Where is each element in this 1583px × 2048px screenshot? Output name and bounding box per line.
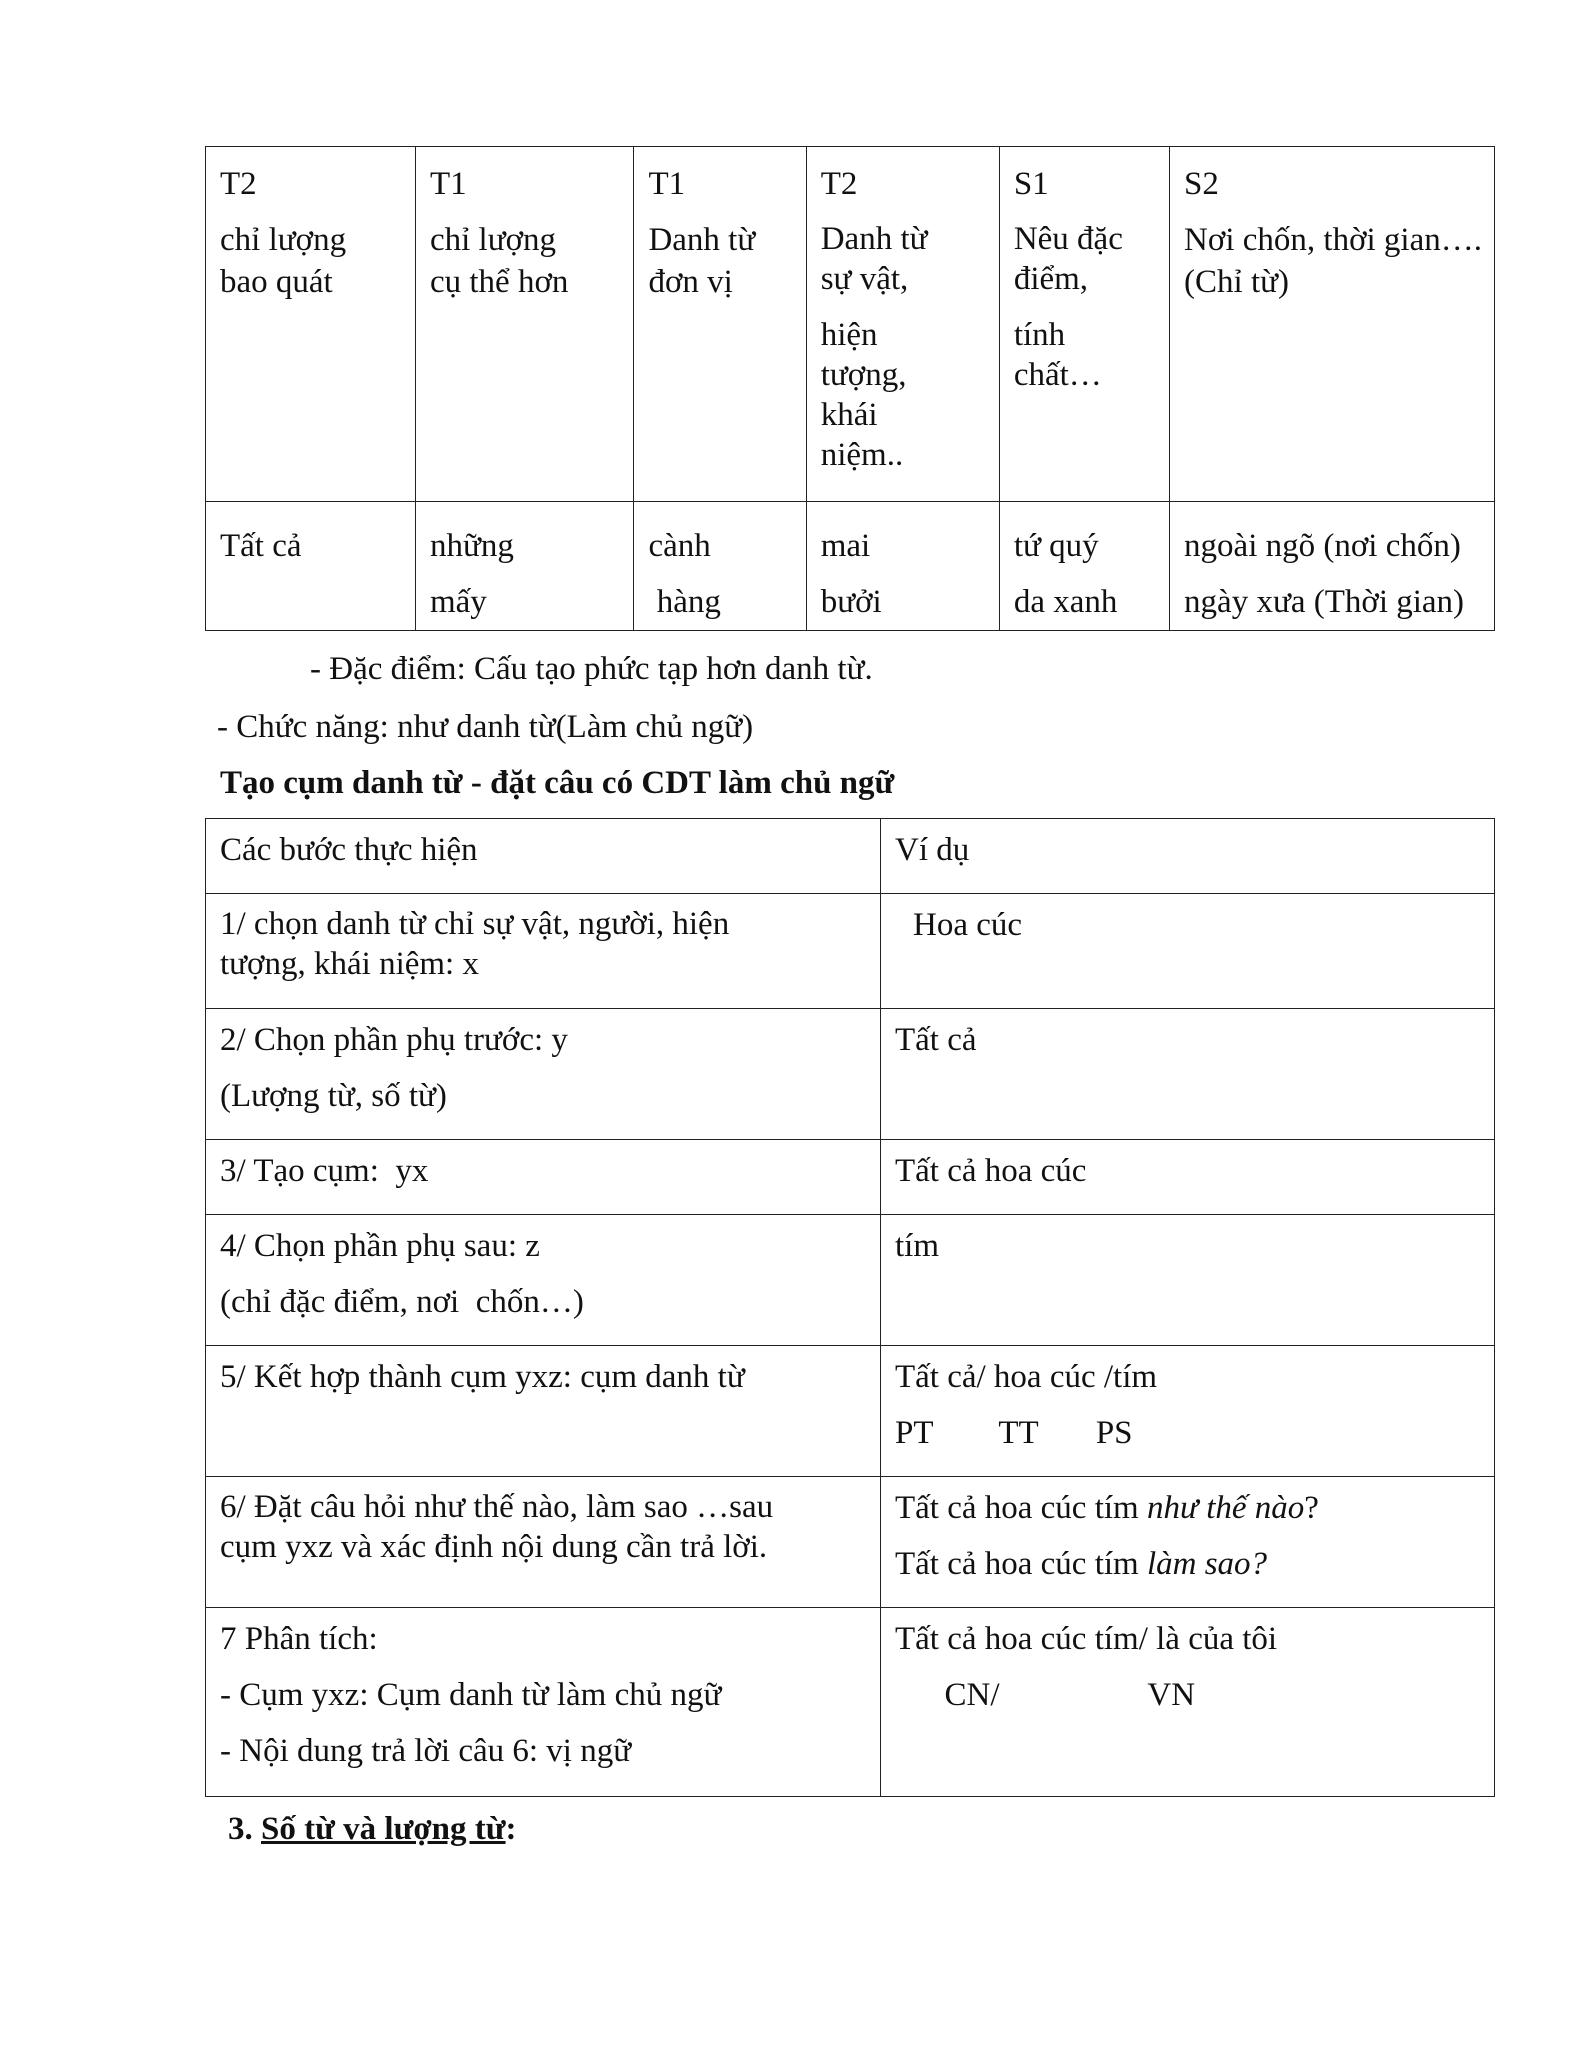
example-word: tứ quý [1013, 528, 1099, 564]
structure-col-4 [806, 147, 999, 502]
features-paragraph: - Đặc điểm: Cấu tạo phức tạp hơn danh từ. [310, 651, 873, 687]
example-cell [999, 502, 1169, 631]
step-text: 2/ Chọn phần phụ trước: y [220, 1022, 568, 1058]
col-code: T2 [220, 166, 257, 202]
example-text: ? [1304, 1490, 1319, 1526]
section-number: 3. [228, 1811, 253, 1847]
example-word: bưởi [820, 584, 882, 620]
table-row [206, 1608, 1495, 1797]
col-desc: chỉ lượng [220, 222, 347, 258]
build-phrase-heading: Tạo cụm danh từ - đặt câu có CDT làm chủ ngữ [220, 765, 895, 801]
col-code: T1 [429, 166, 467, 202]
col-desc: niệm.. [820, 437, 904, 473]
sentence-part-tags [895, 1674, 1480, 1716]
step-cell [206, 1608, 881, 1797]
noun-phrase-structure-table [205, 146, 1495, 631]
structure-col-6 [1170, 147, 1495, 502]
col-code: T2 [820, 166, 858, 202]
example-cell [881, 1477, 1495, 1608]
tag-label: CN/ [944, 1677, 1000, 1713]
col-desc: tính [1013, 317, 1066, 353]
step-cell [206, 1477, 881, 1608]
example-word: mai [820, 528, 871, 564]
example-cell [1170, 502, 1495, 631]
example-text: Tất cả [895, 1022, 977, 1058]
col-desc: đơn vị [648, 264, 733, 300]
example-word: ngày xưa (Thời gian) [1184, 584, 1465, 620]
col-desc: hiện [820, 317, 878, 353]
col-desc: Nơi chốn, thời gian…. [1184, 222, 1482, 258]
step-text: 5/ Kết hợp thành cụm yxz: cụm danh từ [220, 1359, 745, 1395]
section-colon: : [505, 1811, 517, 1847]
example-cell [206, 502, 416, 631]
example-cell [881, 1009, 1495, 1140]
step-text: 4/ Chọn phần phụ sau: z [220, 1228, 540, 1264]
step-cell [206, 894, 881, 1009]
step-text: 3/ Tạo cụm: yx [220, 1153, 429, 1189]
example-word: cành [648, 528, 711, 564]
example-cell [881, 1140, 1495, 1215]
step-cell [206, 1009, 881, 1140]
example-word: những [429, 528, 514, 564]
col-desc: tượng, [820, 357, 907, 393]
col-desc: điểm, [1013, 261, 1089, 297]
structure-col-2 [415, 147, 633, 502]
example-cell [881, 1215, 1495, 1346]
step-text: - Cụm yxz: Cụm danh từ làm chủ ngữ [220, 1677, 722, 1713]
table-row [206, 1477, 1495, 1608]
section-title: Số từ và lượng từ [261, 1811, 506, 1847]
steps-header [206, 819, 881, 894]
function-paragraph: - Chức năng: như danh từ(Làm chủ ngữ) [217, 709, 754, 745]
step-cell [206, 1140, 881, 1215]
example-cell [881, 1346, 1495, 1477]
col-code: S1 [1013, 166, 1049, 202]
structure-col-3 [634, 147, 806, 502]
example-word: ngoài ngõ (nơi chốn) [1184, 528, 1461, 564]
example-question-2 [895, 1543, 1480, 1585]
step-text: (chỉ đặc điểm, nơi chốn…) [220, 1284, 584, 1320]
example-emphasis: làm sao? [1146, 1546, 1268, 1582]
header-label: Các bước thực hiện [220, 832, 478, 868]
structure-example-row [206, 502, 1495, 631]
tag-label: PT [895, 1415, 933, 1451]
table-row [206, 1346, 1495, 1477]
col-desc: (Chỉ từ) [1184, 264, 1290, 300]
table-row [206, 1215, 1495, 1346]
step-text: tượng, khái niệm: x [220, 946, 479, 982]
step-cell [206, 1346, 881, 1477]
example-text: Tất cả hoa cúc [895, 1153, 1087, 1189]
header-label: Ví dụ [895, 832, 970, 868]
tag-label: PS [1095, 1415, 1133, 1451]
example-text: Tất cả/ hoa cúc /tím [895, 1359, 1158, 1395]
example-word: hàng [648, 584, 721, 620]
step-text: cụm yxz và xác định nội dung cần trả lời. [220, 1529, 768, 1565]
col-desc: chất… [1013, 357, 1102, 393]
step-text: 6/ Đặt câu hỏi như thế nào, làm sao …sau [220, 1489, 774, 1525]
example-cell [881, 894, 1495, 1009]
example-header [881, 819, 1495, 894]
col-code: S2 [1184, 166, 1219, 202]
structure-col-1 [206, 147, 416, 502]
example-word: da xanh [1013, 584, 1118, 620]
col-desc: sự vật, [820, 261, 909, 297]
col-desc: Danh từ [648, 222, 756, 258]
example-word: Tất cả [220, 528, 302, 564]
example-text: Tất cả hoa cúc tím [895, 1490, 1147, 1526]
col-code: T1 [648, 166, 686, 202]
col-desc: chỉ lượng [429, 222, 557, 258]
example-text: Tất cả hoa cúc tím [895, 1546, 1147, 1582]
tag-label: TT [998, 1415, 1039, 1451]
step-text: (Lượng từ, số từ) [220, 1078, 447, 1114]
example-question-1 [895, 1487, 1480, 1529]
example-cell [415, 502, 633, 631]
step-text: 7 Phân tích: [220, 1621, 378, 1657]
col-desc: Nêu đặc [1013, 221, 1123, 257]
example-text: Hoa cúc [913, 907, 1023, 943]
col-desc: bao quát [220, 264, 333, 300]
table-row [206, 1009, 1495, 1140]
example-text: tím [895, 1228, 940, 1264]
example-cell [806, 502, 999, 631]
structure-header-row [206, 147, 1495, 502]
structure-col-5 [999, 147, 1169, 502]
example-cell [634, 502, 806, 631]
example-word: mấy [429, 584, 487, 620]
example-text: Tất cả hoa cúc tím/ là của tôi [895, 1621, 1278, 1657]
example-emphasis: như thế nào [1146, 1490, 1305, 1526]
step-cell [206, 1215, 881, 1346]
col-desc: cụ thể hơn [429, 264, 569, 300]
section-3-heading [228, 1808, 517, 1850]
step-text: - Nội dung trả lời câu 6: vị ngữ [220, 1733, 632, 1769]
table-row [206, 894, 1495, 1009]
example-cell [881, 1608, 1495, 1797]
phrase-part-tags [895, 1412, 1480, 1454]
step-text: 1/ chọn danh từ chỉ sự vật, người, hiện [220, 906, 730, 942]
table-row [206, 1140, 1495, 1215]
tag-label: VN [1147, 1677, 1196, 1713]
table-header-row [206, 819, 1495, 894]
col-desc: Danh từ [820, 221, 928, 257]
col-desc: khái [820, 397, 878, 433]
build-steps-table [205, 818, 1495, 1797]
